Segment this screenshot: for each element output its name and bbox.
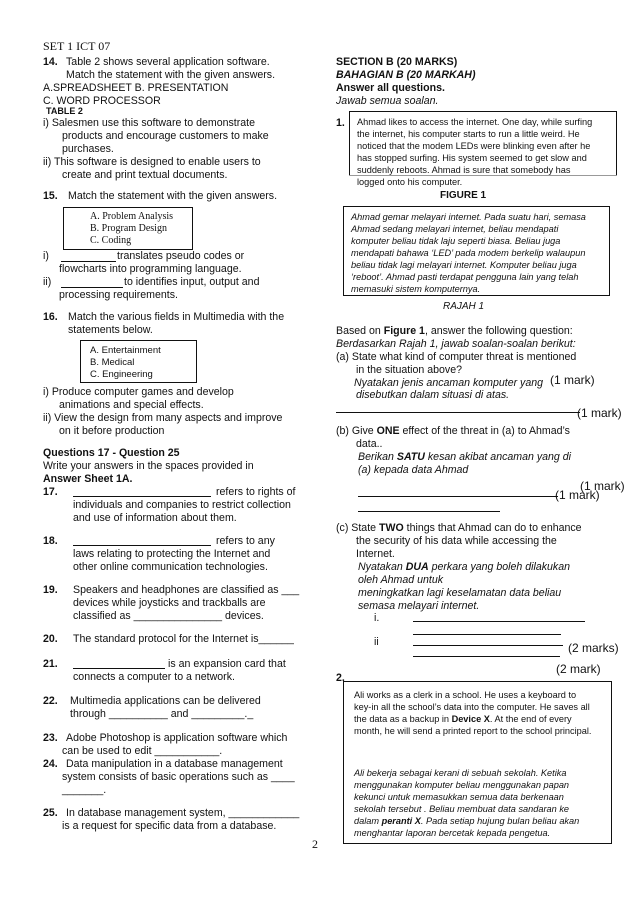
- q1c-ii-label: ii: [374, 636, 379, 648]
- q2-device-x: Device X: [451, 714, 490, 724]
- answer-all: Answer all questions.: [336, 82, 445, 94]
- q25-line2: is a request for specific data from a database.: [62, 820, 277, 832]
- q14-i-a: i) Salesmen use this software to demonstrate: [43, 117, 255, 129]
- q16-ii-a: ii) View the design from many aspects and improve: [43, 412, 283, 424]
- q17-number: 17.: [43, 486, 58, 498]
- q2-en-line: [354, 713, 591, 725]
- q17-25-instruction-2: Answer Sheet 1A.: [43, 473, 133, 485]
- q1a-my1: Nyatakan jenis ancaman komputer yang: [354, 377, 544, 389]
- q1-my-line: ‘reboot’. Ahmad pasti terdapat pengguna lain yang telah: [351, 272, 579, 282]
- q2-my-line: menghantar laporan bercetak kepada pengetua.: [354, 828, 551, 838]
- q2-my5-pre: dalam: [354, 816, 382, 826]
- q15-option-c: C. Coding: [90, 235, 132, 246]
- q1b-my1: [358, 451, 571, 463]
- q16-option-c: C. Engineering: [90, 369, 153, 380]
- q24-line2: system consists of basic operations such as ____: [62, 771, 295, 783]
- q20-text: The standard protocol for the Internet is______: [73, 633, 294, 645]
- q1-english-box: [349, 111, 617, 187]
- q16-i-b: animations and special effects.: [59, 399, 204, 411]
- q25-number: 25.: [43, 807, 58, 819]
- q1-english-text: [357, 116, 592, 188]
- q2-number: 2.: [336, 672, 345, 684]
- based-on-text: [336, 325, 573, 337]
- q14-options-1: A.SPREADSHEET B. PRESENTATION: [43, 82, 229, 94]
- q1c-my1: [358, 561, 570, 573]
- q1c-bold: TWO: [378, 522, 404, 534]
- q1c-my-pre: Nyatakan: [358, 561, 406, 573]
- q21-number: 21.: [43, 658, 58, 670]
- q14-i-c: purchases.: [62, 143, 114, 155]
- q14-line2: Match the statement with the given answers.: [66, 69, 276, 81]
- q2-english-text: [354, 689, 591, 737]
- q1a-marks-inline: (1 mark): [550, 373, 595, 387]
- q23-line1: Adobe Photoshop is application software which: [66, 732, 288, 744]
- q2-en3-post: . At the end of every: [489, 714, 572, 724]
- q1-en-line: the internet, his computer starts to run a little weird. He: [357, 129, 580, 139]
- q2-en-line: Ali works as a clerk in a school. He uses a keyboard to: [354, 690, 577, 700]
- q1-box-cutoff: [349, 175, 617, 176]
- page-header: SET 1 ICT 07: [43, 39, 111, 53]
- q1b-marks: (1 mark): [555, 488, 600, 502]
- q1-my-line: Ahmad sedang melayari internet, beliau mendapati: [351, 224, 559, 234]
- q1c-marks-2: (2 mark): [556, 662, 601, 676]
- q1a-line1: (a) State what kind of computer threat is mentioned: [336, 351, 577, 363]
- q15-i-prefix: i): [43, 250, 49, 262]
- q15-ii-prefix: ii): [43, 276, 52, 288]
- q20-number: 20.: [43, 633, 58, 645]
- q15-ii-b: processing requirements.: [59, 289, 178, 301]
- q2-my-line: Ali bekerja sebagai kerani di sebuah sekolah. Ketika: [354, 768, 567, 778]
- q16-ii-b: on it before production: [59, 425, 165, 437]
- q15-i-blank: [61, 261, 116, 262]
- q1c-my-bold: DUA: [405, 561, 429, 573]
- q15-text: Match the statement with the given answers.: [68, 190, 278, 202]
- q2-en-line: month, he will send a printed report to the school principal.: [354, 726, 592, 736]
- q23-number: 23.: [43, 732, 58, 744]
- q15-i-text: translates pseudo codes or: [117, 250, 245, 262]
- q1b-post: effect of the threat in (a) to Ahmad’s: [399, 425, 570, 437]
- q16-line1: Match the various fields in Multimedia with the: [68, 311, 285, 323]
- q1c-my2: oleh Ahmad untuk: [358, 574, 444, 586]
- q15-ii-blank: [61, 287, 123, 288]
- q18-line3: other online communication technologies.: [73, 561, 268, 573]
- q18-line2: laws relating to protecting the Internet and: [73, 548, 271, 560]
- q1-my-line: komputer beliau tidak laju seperti biasa. Beliau juga: [351, 236, 561, 246]
- q14-options-2: C. WORD PROCESSOR: [43, 95, 161, 107]
- q1-my-line: beliau tidak lagi melayari internet. Komputer beliau juga: [351, 260, 577, 270]
- q1-malay-text: [351, 211, 586, 295]
- q1c-line1: [336, 522, 582, 534]
- q1c-post: things that Ahmad can do to enhance: [403, 522, 582, 534]
- q1-malay-box: [343, 206, 610, 296]
- q23-line2: can be used to edit ___________.: [62, 745, 223, 757]
- q17-25-instruction-1: Write your answers in the spaces provided in: [43, 460, 254, 472]
- q1a-answer-line: [336, 412, 580, 413]
- q15-ii-text: to identifies input, output and: [124, 276, 260, 288]
- q22-number: 22.: [43, 695, 58, 707]
- q1c-marks-1: (2 marks): [568, 641, 619, 655]
- q24-line3: _______.: [62, 784, 107, 796]
- q1-en-line: Ahmad likes to access the internet. One day, while surfing: [357, 117, 593, 127]
- q1a-my2: disebutkan dalam situasi di atas.: [356, 389, 510, 401]
- q1b-bold: ONE: [376, 425, 400, 437]
- q1-en-line: has stopped surfing. His system seemed to get slow and: [357, 153, 587, 163]
- q14-i-b: products and encourage customers to make: [62, 130, 269, 142]
- q18-tail: refers to any: [216, 535, 275, 547]
- q19-line3: classified as _______________ devices.: [73, 610, 264, 622]
- q1-number: 1.: [336, 117, 345, 129]
- q24-line1: Data manipulation in a database management: [66, 758, 283, 770]
- q1b-my2: (a) kepada data Ahmad: [358, 464, 469, 476]
- q16-i-a: i) Produce computer games and develop: [43, 386, 234, 398]
- q1c-my-post: perkara yang boleh dilakukan: [428, 561, 571, 573]
- q18-number: 18.: [43, 535, 58, 547]
- q16-number: 16.: [43, 311, 58, 323]
- q1c-answer-line-1: [413, 621, 585, 622]
- q17-line3: and use of information about them.: [73, 512, 237, 524]
- rajah-1-label: RAJAH 1: [443, 301, 485, 312]
- q2-my-line: sekolah tersebut . Beliau membuat data sandaran ke: [354, 804, 570, 814]
- q16-line2: statements below.: [68, 324, 153, 336]
- q19-line2: devices while joysticks and trackballs are: [73, 597, 266, 609]
- q2-en3-pre: the data as a backup in: [354, 714, 452, 724]
- based-on-figure: Figure 1: [383, 325, 425, 337]
- q1-en-line: logged onto his computer.: [357, 177, 463, 187]
- q15-i-b: flowcharts into programming language.: [59, 263, 242, 275]
- q17-25-heading: Questions 17 - Question 25: [43, 447, 180, 459]
- q1b-my-bold: SATU: [396, 451, 425, 463]
- q2-malay-text: [354, 767, 579, 839]
- q14-table-label: TABLE 2: [46, 106, 83, 116]
- q1b-my-post: kesan akibat ancaman yang di: [424, 451, 571, 463]
- q1-en-line: suddenly reboots. Ahmad is sure that somebody has: [357, 165, 571, 175]
- q1b-answer-line-1: [358, 496, 558, 497]
- based-on-pre: Based on: [336, 325, 384, 337]
- q1c-my4: semasa melayari internet.: [358, 600, 480, 612]
- q17-line2: individuals and companies to restrict collection: [73, 499, 291, 511]
- q1a-marks: (1 mark): [577, 406, 622, 420]
- q21-line2: connects a computer to a network.: [73, 671, 235, 683]
- q2-my-line: [354, 815, 579, 827]
- based-on-my: Berdasarkan Rajah 1, jawab soalan-soalan berikut:: [336, 338, 576, 350]
- q19-line1: Speakers and headphones are classified as ___: [73, 584, 300, 596]
- q1c-i-label: i.: [374, 612, 380, 624]
- q19-number: 19.: [43, 584, 58, 596]
- q22-line1: Multimedia applications can be delivered: [70, 695, 261, 707]
- q14-number: 14.: [43, 56, 58, 68]
- q22-line2: through __________ and _________._: [70, 708, 254, 720]
- q2-en-line: key-in all the school’s data into the computer. He saves all: [354, 702, 590, 712]
- q1c-answer-line-2: [413, 634, 561, 635]
- q1b-answer-line-2: [358, 511, 500, 512]
- q1-my-line: memasuki sistem komputernya.: [351, 284, 481, 294]
- answer-all-my: Jawab semua soalan.: [336, 95, 439, 107]
- q14-line1: Table 2 shows several application software.: [66, 56, 270, 68]
- q1c-line3: Internet.: [356, 548, 395, 560]
- based-on-post: , answer the following question:: [424, 325, 573, 337]
- q1b-my-pre: Berikan: [358, 451, 397, 463]
- q17-blank: [73, 496, 211, 497]
- q15-number: 15.: [43, 190, 58, 202]
- q2-box: [343, 681, 612, 844]
- q1a-line2: in the situation above?: [356, 364, 463, 376]
- q1c-answer-line-3: [413, 645, 563, 646]
- q25-line1: In database management system, ____________: [66, 807, 300, 819]
- q1c-answer-line-4: [413, 656, 560, 657]
- section-title: SECTION B (20 MARKS): [336, 56, 458, 68]
- q14-ii-b: create and print textual documents.: [62, 169, 228, 181]
- section-title-my: BAHAGIAN B (20 MARKAH): [336, 69, 476, 81]
- q15-option-a: A. Problem Analysis: [90, 211, 174, 222]
- q16-option-a: A. Entertainment: [90, 345, 161, 356]
- q1c-my3: meningkatkan lagi keselamatan data beliau: [358, 587, 562, 599]
- q16-option-b: B. Medical: [90, 357, 135, 368]
- q1b-marks-top: (1 mark): [580, 479, 625, 493]
- q2-my5-post: . Pada setiap hujung bulan beliau akan: [420, 816, 580, 826]
- q1b-pre: (b) Give: [336, 425, 377, 437]
- q1c-pre: (c) State: [336, 522, 379, 534]
- q1-en-line: noticed that the modem LEDs were blinking even after he: [357, 141, 591, 151]
- figure-1-label: FIGURE 1: [440, 190, 487, 201]
- q1-my-line: Ahmad gemar melayari internet. Pada suatu hari, semasa: [351, 212, 586, 222]
- q2-my-line: menggunakan komputer beliau menggunakan papan: [354, 780, 570, 790]
- q1-my-line: mendapati bahawa ‘LED’ pada modem berkelip walaupun: [351, 248, 586, 258]
- q21-tail: is an expansion card that: [168, 658, 286, 670]
- q2-peranti-x: peranti X: [381, 816, 421, 826]
- q18-blank: [73, 545, 211, 546]
- q15-option-b: B. Program Design: [90, 223, 167, 234]
- q17-tail: refers to rights of: [216, 486, 296, 498]
- q24-number: 24.: [43, 758, 58, 770]
- page-number: 2: [312, 837, 318, 851]
- q14-ii-a: ii) This software is designed to enable users to: [43, 156, 261, 168]
- q1b-line1: [336, 425, 570, 437]
- q2-my-line: kekunci untuk memasukkan semua data berkenaan: [354, 792, 564, 802]
- q1c-line2: the security of his data while accessing the: [356, 535, 557, 547]
- q1b-line2: data..: [356, 438, 383, 450]
- q21-blank: [73, 668, 165, 669]
